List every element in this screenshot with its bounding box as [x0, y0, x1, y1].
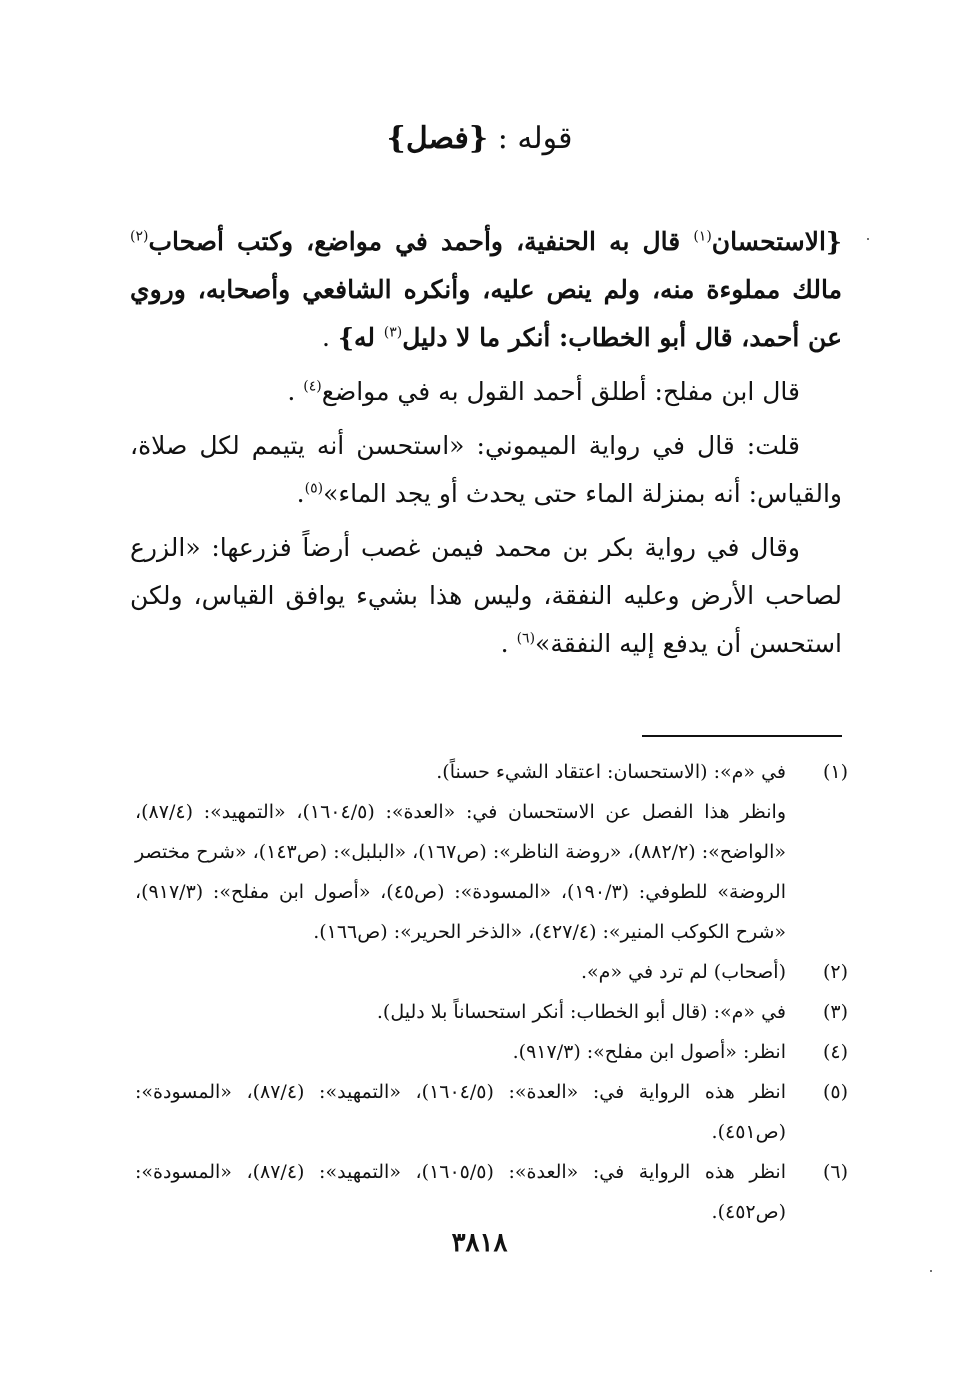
footnote-item — [135, 992, 848, 1032]
commentary-paragraph — [130, 524, 842, 668]
paragraph-tail: . — [500, 629, 517, 658]
footnote-number: (٤) — [822, 1041, 848, 1063]
paragraph-tail: . — [322, 323, 338, 352]
section-heading — [0, 118, 959, 160]
footnote-ref: (٥) — [304, 480, 324, 497]
matn-text: له} — [337, 323, 384, 352]
footnote-text — [135, 952, 786, 992]
matn-paragraph — [130, 218, 842, 362]
paragraph-tail: . — [296, 479, 305, 508]
footnote-text — [135, 992, 786, 1032]
footnote-line: في «م»: (قال أبو الخطاب: أنكر استحساناً بلا دليل). — [376, 1001, 786, 1023]
paragraph-text: قلت: قال في رواية الميموني: «استحسن أنه يتيمم لكل صلاة، والقياس: أنه بمنزلة الماء حتى يحدث أو يجد الماء» — [130, 431, 842, 508]
matn-text: مالك مملوءة منه، ولم ينص عليه، وأنكره الشافعي وأصحابه، وروي عن أحمد، قال أبو الخطاب: أنكر ما لا دليل — [130, 275, 842, 352]
footnote-line: انظر هذه الرواية في: «العدة»: (١٦٠٥/٥)، «التمهيد»: (٨٧/٤)، «المسودة»: (ص٤٥٢). — [135, 1161, 787, 1223]
commentary-paragraph — [130, 422, 842, 518]
footnote-item — [135, 952, 848, 992]
scan-speck — [867, 238, 869, 240]
footnote-line: وانظر هذا الفصل عن الاستحسان في: «العدة»: (١٦٠٤/٥)، «التمهيد»: (٨٧/٤)، «الواضح»: (٨٨٢/٢)، «روضة الناظر»: (ص١٦٧)، «البلبل»: (ص١٤٣)، «شرح مختصر الروضة» للطوفي: (١٩٠/٣)، «المسودة»: (ص٤٥)، «أصول ابن مفلح»: (٩١٧/٣)، «شرح الكوكب المنير»: (٤٢٧/٤)، «الذخر الحرير»: (ص١٦٦). — [135, 801, 787, 943]
footnote-number: (١) — [822, 761, 848, 783]
footnote-ref: (٤) — [303, 378, 322, 395]
matn-text: قال به الحنفية، وأحمد في مواضع، وكتب أصحاب — [148, 227, 694, 256]
footnote-ref: (٢) — [130, 228, 149, 245]
paragraph-tail: . — [287, 377, 304, 406]
footnote-text — [135, 752, 786, 952]
footnote-number: (٢) — [822, 961, 848, 983]
footnote-ref: (٦) — [516, 630, 536, 647]
footnote-number: (٥) — [822, 1081, 848, 1103]
commentary-paragraph — [130, 368, 842, 416]
footnote-ref: (١) — [693, 228, 712, 245]
footnote-line: انظر: «أصول ابن مفلح»: (٩١٧/٣). — [512, 1041, 786, 1063]
paragraph-text: وقال في رواية بكر بن محمد فيمن غصب أرضاً فزرعها: «الزرع لصاحب الأرض وعليه النفقة، وليس هذا بشيء يوافق القياس، ولكن استحسن أن يدفع إليه النفقة» — [130, 533, 842, 658]
scan-speck — [930, 1270, 932, 1272]
heading-prefix: قوله : — [497, 121, 573, 156]
page-number: ٣٨١٨ — [451, 1228, 508, 1258]
paragraph-text: قال ابن مفلح: أطلق أحمد القول به في مواضع — [321, 377, 800, 406]
footnote-ref: (٣) — [383, 324, 403, 341]
footnote-line: انظر هذه الرواية في: «العدة»: (١٦٠٤/٥)، «التمهيد»: (٨٧/٤)، «المسودة»: (ص٤٥١). — [135, 1081, 787, 1143]
footnote-separator — [642, 735, 842, 737]
footnote-item — [135, 752, 848, 952]
matn-text: {الاستحسان — [711, 227, 842, 256]
footnote-line: في «م»: (الاستحسان: اعتقاد الشيء حسناً). — [436, 761, 786, 783]
footnote-text — [135, 1152, 786, 1232]
main-text — [130, 218, 842, 674]
footnote-number: (٣) — [822, 1001, 848, 1023]
heading-title: {فصل} — [386, 121, 489, 156]
footnotes — [135, 752, 848, 1232]
footnote-item — [135, 1152, 848, 1232]
footnote-item — [135, 1072, 848, 1152]
footnote-line: (أصحاب) لم ترد في «م». — [581, 961, 786, 983]
footnote-item — [135, 1032, 848, 1072]
footnote-number: (٦) — [822, 1161, 848, 1183]
footnote-text — [135, 1032, 786, 1072]
footnote-text — [135, 1072, 786, 1152]
